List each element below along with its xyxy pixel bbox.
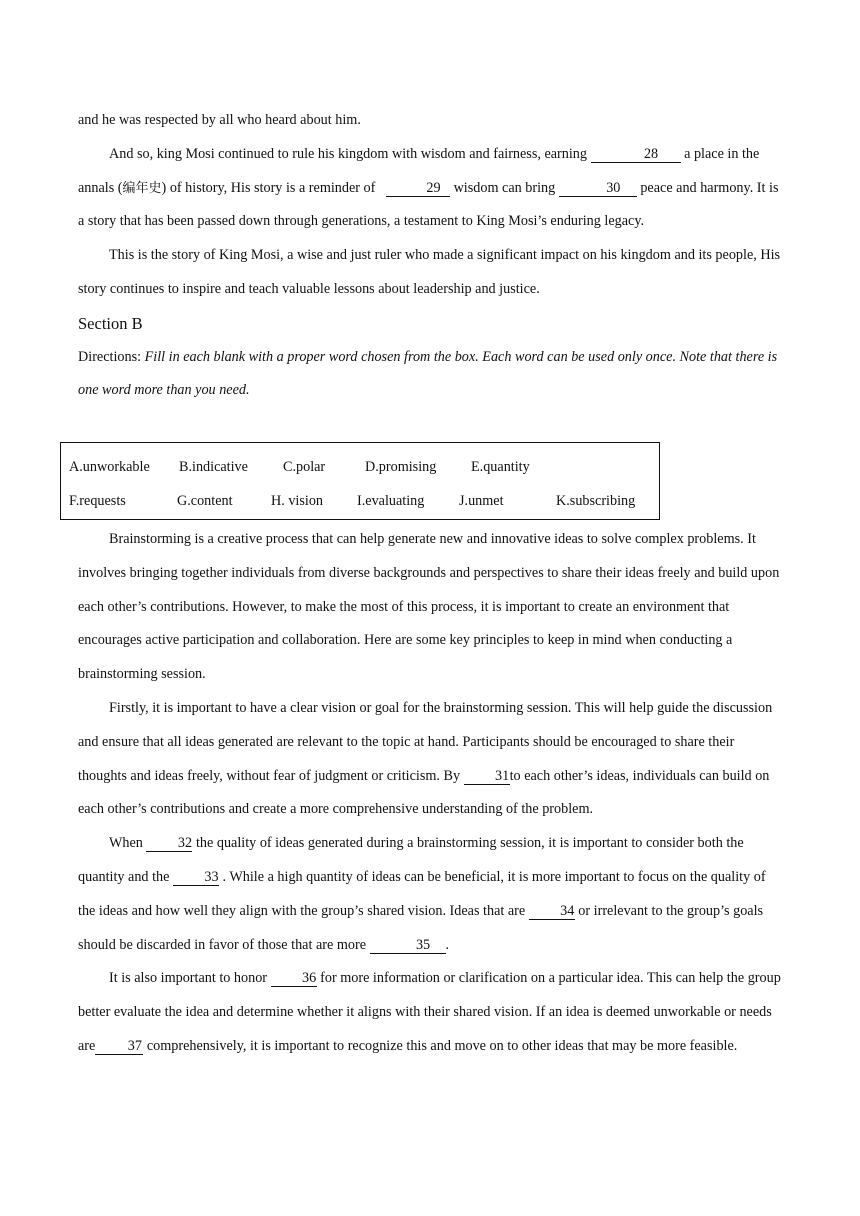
text-span: the quality of ideas generated during a brainstorming session, it is important to consider both the quantity and the (78, 835, 744, 885)
blank-28[interactable]: 28 (591, 147, 681, 163)
section-b-passage (78, 523, 786, 1064)
blank-37[interactable]: 37 (95, 1039, 143, 1055)
passage-paragraph-2 (78, 692, 786, 827)
text-span: It is also important to honor (109, 970, 268, 987)
word-option-k: K.subscribing (556, 493, 636, 509)
blank-29[interactable]: 29 (386, 181, 450, 197)
passage-paragraph-3 (78, 827, 786, 962)
passage-paragraph-4 (78, 962, 786, 1063)
section-a-paragraph-2 (78, 138, 786, 239)
text-span: . While a high quantity of ideas can be beneficial, it is more important to focus on the quality of the ideas and how well they align with the group’s shared vision. Ideas that are (78, 868, 766, 919)
word-option-g: G.content (177, 493, 233, 509)
directions-text: Fill in each blank with a proper word chosen from the box. Each word can be used only once. Note that there is one word more than you need. (78, 348, 778, 399)
word-option-e: E.quantity (471, 459, 530, 475)
word-option-i: I.evaluating (357, 493, 425, 509)
text-span: Firstly, it is important to have a clear vision or goal for the brainstorming session. This will help guide the discussion and ensure that all ideas generated are relevant to the topic at hand. Participants should be encouraged to share their thoughts and ideas freely, without fear of judgment or criticism. By (78, 699, 773, 784)
word-box (60, 442, 660, 520)
blank-35[interactable]: 35 (370, 938, 446, 954)
text-span: And so, king Mosi continued to rule his kingdom with wisdom and fairness, earning (109, 145, 587, 162)
word-option-b: B.indicative (179, 459, 248, 475)
text-span: for more information or clarification on a particular idea. This can help the group better evaluate the idea and determine whether it aligns with their shared vision. If an idea is deemed unworkable or needs are (78, 970, 781, 1054)
blank-32[interactable]: 32 (146, 836, 192, 852)
word-option-h: H. vision (271, 493, 324, 509)
section-b-title: Section B (78, 313, 143, 333)
blank-30[interactable]: 30 (559, 181, 637, 197)
text-span: or irrelevant to the group’s goals should be discarded in favor of those that are more (78, 902, 764, 953)
word-option-j: J.unmet (459, 493, 504, 509)
text-span: to each other’s ideas, individuals can build on each other’s contributions and create a more comprehensive understanding of the problem. (78, 767, 770, 818)
blank-33[interactable]: 33 (173, 870, 219, 886)
word-option-a: A.unworkable (69, 459, 150, 475)
text-span: a place in the annals ( (78, 145, 760, 196)
section-a-text (78, 104, 786, 408)
cjk-annotation: 编年史 (122, 180, 162, 196)
blank-36[interactable]: 36 (271, 971, 317, 987)
blank-31[interactable]: 31 (464, 769, 510, 785)
word-option-f: F.requests (69, 493, 126, 509)
section-a-paragraph-3: This is the story of King Mosi, a wise and just ruler who made a significant impact on his kingdom and its people, His story continues to inspire and teach valuable lessons about leadership and justice. (78, 247, 781, 297)
text-span: peace and harmony. It is a story that has been passed down through generations, a testament to King Mosi’s enduring legacy. (78, 179, 779, 230)
text-span: . (445, 936, 450, 953)
word-option-c: C.polar (283, 459, 326, 475)
text-span: wisdom can bring (453, 179, 556, 196)
directions-label: Directions: (78, 348, 142, 365)
word-option-d: D.promising (365, 459, 437, 475)
blank-34[interactable]: 34 (529, 904, 575, 920)
section-a-paragraph-1: and he was respected by all who heard about him. (78, 112, 361, 128)
directions (78, 341, 786, 409)
passage-paragraph-1: Brainstorming is a creative process that can help generate new and innovative ideas to solve complex problems. It involves bringing together individuals from diverse backgrounds and perspectives to share their ideas freely and build upon each other’s contributions. However, to make the most of this process, it is important to create an environment that encourages active participation and collaboration. Here are some key principles to keep in mind when conducting a brainstorming session. (78, 531, 780, 683)
text-span: ) of history, His story is a reminder of (161, 179, 376, 196)
text-span: comprehensively, it is important to recognize this and move on to other ideas that may be more feasible. (146, 1037, 738, 1054)
text-span: When (109, 835, 143, 852)
